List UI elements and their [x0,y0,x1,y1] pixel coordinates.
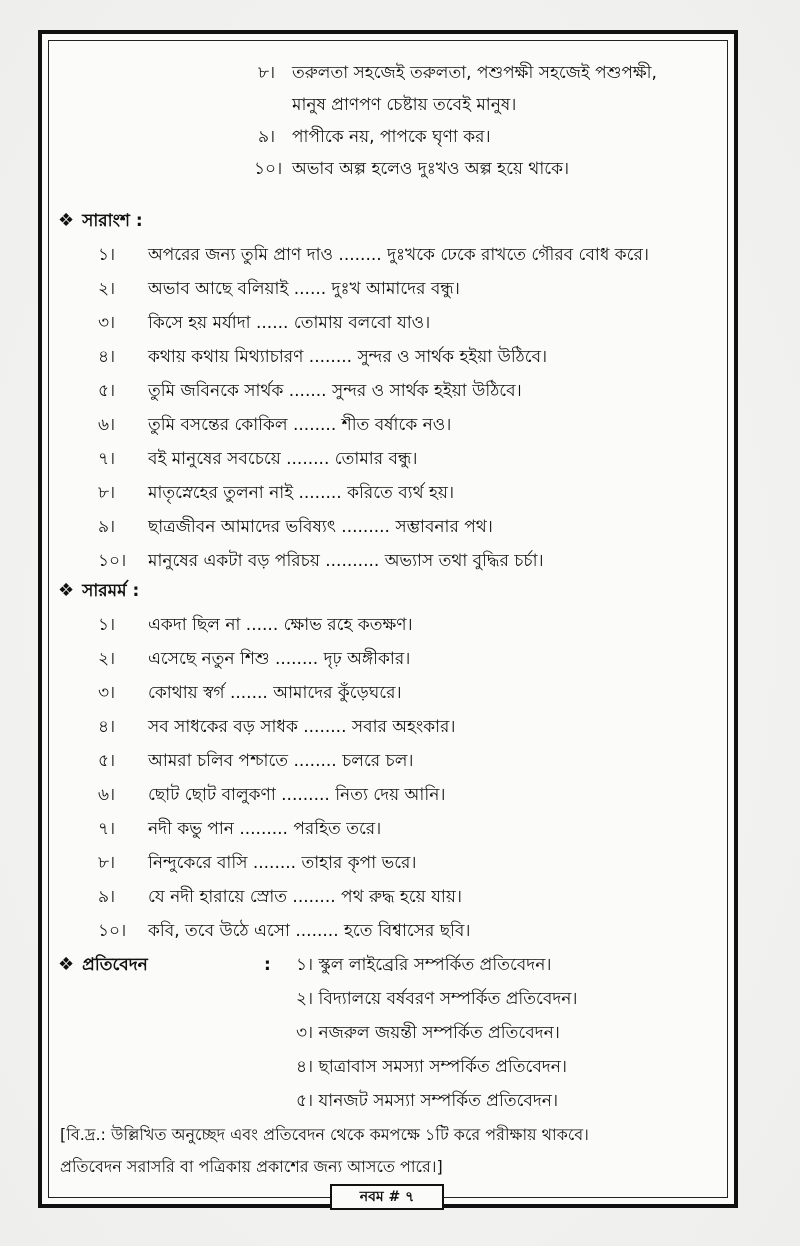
item-text: কোথায় স্বর্গ ....... আমাদের কুঁড়েঘরে। [148,683,402,703]
item-text: মানুষের একটা বড় পরিচয় .......... অভ্যাস তথা বুদ্ধির চর্চা। [148,551,544,571]
item-text: একদা ছিল না ...... ক্ষোভ রহে কতক্ষণ। [148,615,413,635]
top-item [254,158,569,180]
sarmarma-item [98,818,381,840]
item-number: ৪। [98,347,116,367]
item-text: সব সাধকের বড় সাধক ........ সবার অহংকার। [148,717,456,737]
item-text: ছাত্রজীবন আমাদের ভবিষ্যৎ ......... সম্ভাবনার পথ। [148,517,493,537]
sarmarma-item [98,784,445,806]
diamond-bullet-icon: ❖ [58,580,75,601]
item-number: ১০। [254,159,283,179]
item-text: তুমি বসন্তের কোকিল ........ শীত বর্ষাকে নও। [148,415,452,435]
saransh-item [98,346,547,368]
diamond-bullet-icon: ❖ [58,210,75,231]
item-text: কবি, তবে উঠে এসো ........ হতে বিশ্বাসের ছবি। [148,921,471,941]
sarmarma-item [98,716,456,738]
item-number: ৮। [98,483,116,503]
saransh-item [98,516,493,538]
sarmarma-item [98,682,402,704]
sarmarma-item [98,750,413,772]
item-text: কিসে হয় মর্যাদা ...... তোমায় বলবো যাও। [148,313,431,333]
item-text: অপরের জন্য তুমি প্রাণ দাও ........ দুঃখকে ঢেকে রাখতে গৌরব বোধ করে। [148,245,649,265]
section-title: সারমর্ম : [82,581,140,601]
protibedon-item: ৩। নজরুল জয়ন্তী সম্পর্কিত প্রতিবেদন। [296,1023,560,1043]
saransh-heading [58,210,143,232]
item-text: পাপীকে নয়, পাপকে ঘৃণা কর। [292,127,491,147]
item-number: ৭। [98,819,116,839]
sarmarma-item [98,648,410,670]
item-number: ৫। [98,381,116,401]
saransh-item [98,278,460,300]
item-text: ছোট ছোট বালুকণা ......... নিত্য দেয় আনি। [148,785,446,805]
saransh-item [98,380,522,402]
top-item [292,94,516,116]
item-number: ৩। [98,313,116,333]
top-item [258,62,657,84]
item-text: তুমি জবিনকে সার্থক ....... সুন্দর ও সার্থক হইয়া উঠিবে। [148,381,522,401]
item-text: মানুষ প্রাণপণ চেষ্টায় তবেই মানুষ। [292,95,517,115]
saransh-item [98,414,451,436]
sarmarma-heading [58,580,139,602]
section-title: প্রতিবেদন [82,955,148,975]
protibedon-item: ২। বিদ্যালয়ে বর্ষবরণ সম্পর্কিত প্রতিবেদন। [296,989,578,1009]
item-number: ৯। [98,887,116,907]
item-text: কথায় কথায় মিথ্যাচারণ ........ সুন্দর ও সার্থক হইয়া উঠিবে। [148,347,548,367]
item-number: ৮। [258,63,276,83]
sarmarma-item [98,614,413,636]
page-number-label: নবম # ৭ [330,1184,444,1210]
item-number: ৭। [98,449,116,469]
item-number: ২। [98,279,116,299]
item-number: ৫। [98,751,116,771]
saransh-item [98,448,417,470]
item-text: নদী কভু পান ......... পরহিত তরে। [148,819,382,839]
note-line: প্রতিবেদন সরাসরি বা পত্রিকায় প্রকাশের জন্য আসতে পারে।] [60,1157,443,1176]
item-number: ৮। [98,853,116,873]
item-number: ৬। [98,415,116,435]
item-text: যে নদী হারায়ে স্রোত ........ পথ রুদ্ধ হয়ে যায়। [148,887,462,907]
item-number: ১। [98,245,116,265]
item-number: ১। [98,615,116,635]
protibedon-heading [58,954,148,976]
item-number: ১০। [98,551,127,571]
saransh-item [98,482,454,504]
item-text: এসেছে নতুন শিশু ........ দৃঢ় অঙ্গীকার। [148,649,411,669]
note-line: [বি.দ্র.: উল্লিখিত অনুচ্ছেদ এবং প্রতিবেদন থেকে কমপক্ষে ১টি করে পরীক্ষায় থাকবে। [60,1125,589,1144]
protibedon-item: ৫। যানজট সমস্যা সম্পর্কিত প্রতিবেদন। [296,1091,559,1111]
item-number: ২। [98,649,116,669]
saransh-item [98,550,544,572]
item-number: ১০। [98,921,127,941]
protibedon-item: ৪। ছাত্রাবাস সমস্যা সম্পর্কিত প্রতিবেদন। [296,1057,567,1077]
item-number: ৬। [98,785,116,805]
sarmarma-item [98,920,470,942]
item-number: ৪। [98,717,116,737]
item-text: মাতৃস্নেহের তুলনা নাই ........ করিতে ব্যর্থ হয়। [148,483,455,503]
item-text: তরুলতা সহজেই তরুলতা, পশুপক্ষী সহজেই পশুপক্ষী, [292,63,657,83]
section-title: সারাংশ : [82,211,143,231]
item-text: অভাব অল্প হলেও দুঃখও অল্প হয়ে থাকে। [292,159,570,179]
item-text: অভাব আছে বলিয়াই ...... দুঃখ আমাদের বন্ধু। [148,279,460,299]
saransh-item [98,312,430,334]
saransh-item [98,244,649,266]
item-text: নিন্দুকেরে বাসি ........ তাহার কৃপা ভরে। [148,853,417,873]
item-number: ৯। [98,517,116,537]
sarmarma-item [98,852,416,874]
top-item [258,126,491,148]
heading-colon: : [264,955,271,975]
item-number: ৯। [258,127,276,147]
item-text: আমরা চলিব পশ্চাতে ........ চলরে চল। [148,751,414,771]
protibedon-item: ১। স্কুল লাইব্রেরি সম্পর্কিত প্রতিবেদন। [296,955,552,975]
item-number: ৩। [98,683,116,703]
diamond-bullet-icon: ❖ [58,954,75,975]
item-text: বই মানুষের সবচেয়ে ........ তোমার বন্ধু। [148,449,418,469]
sarmarma-item [98,886,462,908]
